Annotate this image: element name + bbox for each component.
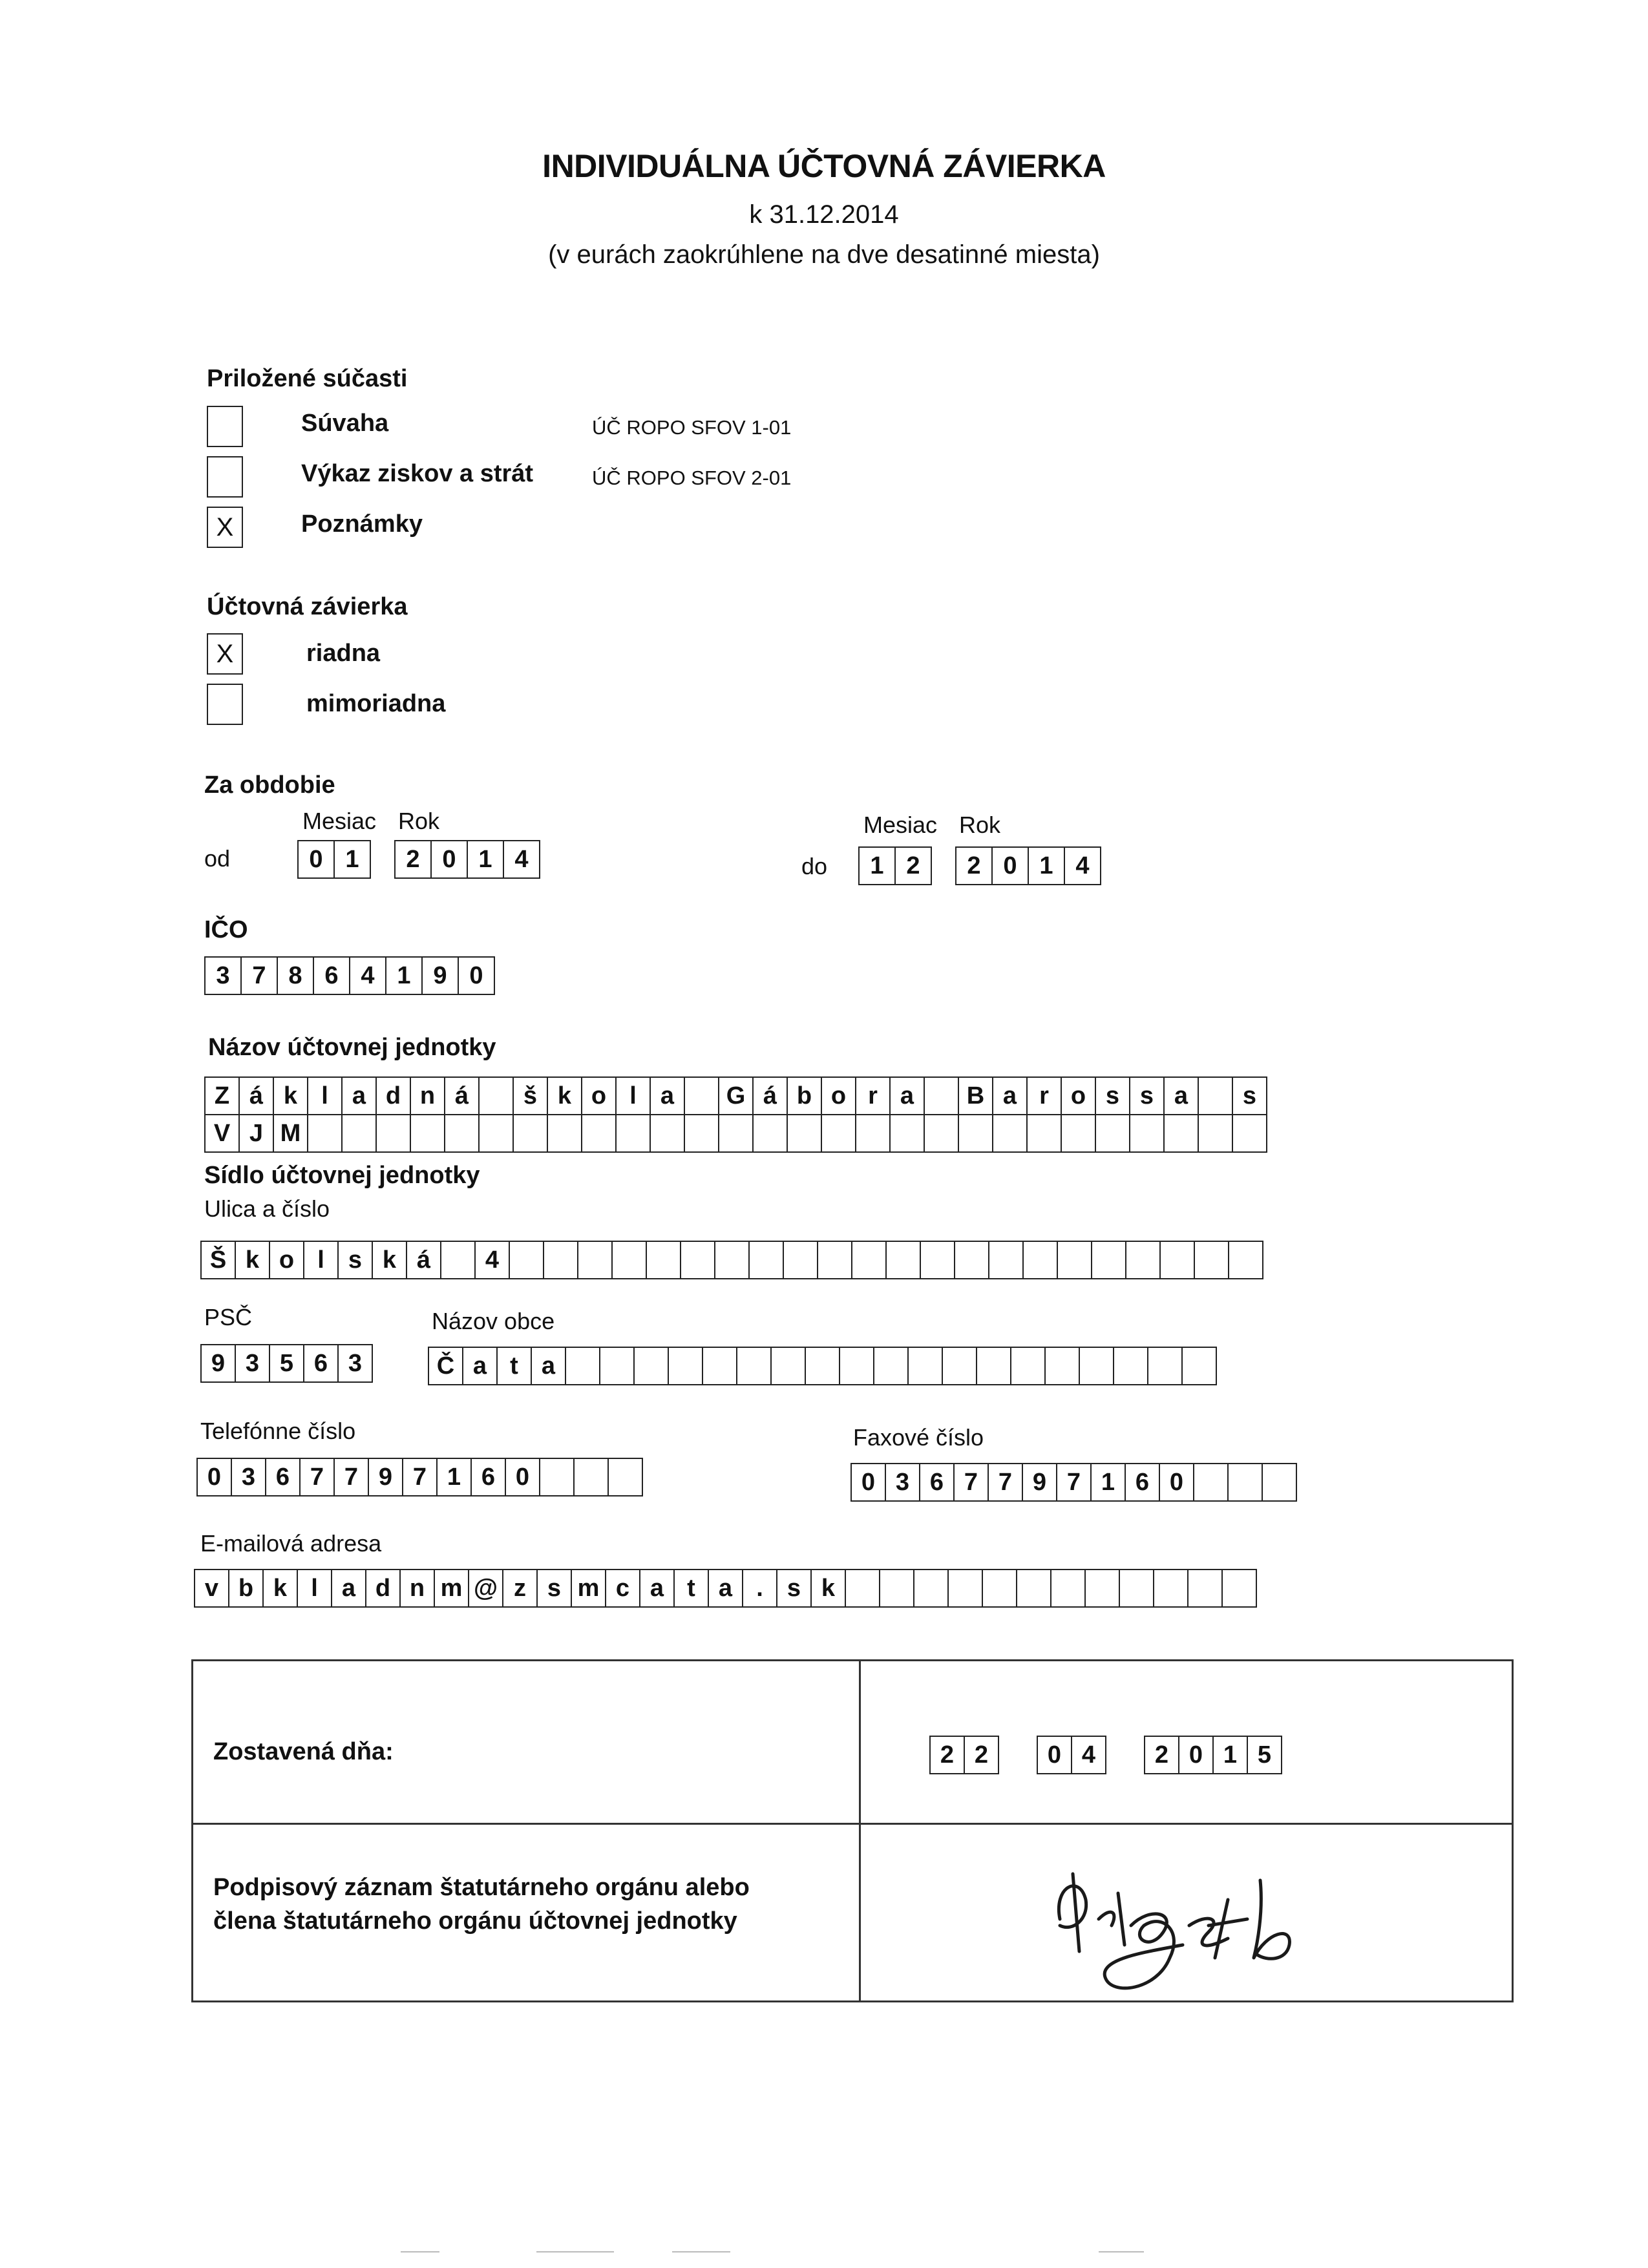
signature-table [191,1659,1514,2002]
char-box: l [307,1076,343,1115]
signature-label-line1: Podpisový záznam štatutárneho orgánu alebo [213,1874,750,1901]
char-box [851,1241,887,1279]
char-box [650,1114,685,1153]
email-boxes[interactable] [194,1569,1256,1608]
char-box [1125,1241,1161,1279]
char-box: á [444,1076,480,1115]
ico-boxes[interactable] [204,956,494,995]
char-box [958,1114,993,1153]
char-box [839,1347,874,1385]
scan-artifact [536,2251,614,2252]
char-box: k [547,1076,582,1115]
char-box: n [399,1569,435,1608]
char-box [805,1347,840,1385]
char-box [1079,1347,1114,1385]
char-box [684,1076,719,1115]
char-box [1044,1347,1080,1385]
checkbox-vykaz[interactable] [207,456,243,498]
checkbox-riadna[interactable]: X [207,633,243,675]
char-box [714,1241,750,1279]
char-box [1084,1569,1120,1608]
char-box: 0 [1159,1463,1194,1502]
char-box: 2 [955,846,993,885]
char-box: k [235,1241,270,1279]
entity-name-row2[interactable] [204,1114,1266,1153]
char-box [718,1114,754,1153]
char-box: o [1061,1076,1096,1115]
char-box: a [708,1569,743,1608]
char-box: J [238,1114,274,1153]
char-box: 7 [1056,1463,1092,1502]
char-box: 5 [1247,1736,1282,1774]
char-box [539,1458,575,1496]
street-boxes[interactable] [200,1241,1262,1279]
char-box: a [992,1076,1028,1115]
char-box [615,1114,651,1153]
char-box: Š [200,1241,236,1279]
prepared-label: Zostavená dňa: [213,1738,394,1765]
char-box: b [228,1569,264,1608]
attachments-heading: Priložené súčasti [207,365,408,392]
char-box [1198,1114,1233,1153]
char-box: 6 [1125,1463,1160,1502]
to-month-label: Mesiac [863,812,938,838]
from-month-label: Mesiac [302,808,377,834]
char-box: á [752,1076,788,1115]
char-box [375,1114,411,1153]
phone-label: Telefónne číslo [200,1418,356,1444]
char-box: 7 [988,1463,1023,1502]
scan-artifact [672,2251,730,2252]
char-box: M [273,1114,308,1153]
char-box: 4 [349,956,386,995]
char-box [684,1114,719,1153]
char-box [565,1347,600,1385]
char-box: 8 [277,956,314,995]
checkbox-suvaha[interactable] [207,406,243,447]
scan-artifact [1099,2251,1144,2252]
checkbox-poznamky[interactable]: X [207,507,243,548]
char-box [702,1347,737,1385]
char-box [924,1114,959,1153]
char-box [855,1114,891,1153]
char-box: k [372,1241,407,1279]
street-label: Ulica a číslo [204,1195,330,1222]
period-heading: Za obdobie [204,772,335,799]
char-box: m [571,1569,606,1608]
char-box: 6 [313,956,350,995]
char-box: 9 [200,1344,236,1383]
char-box: 6 [470,1458,506,1496]
char-box [668,1347,703,1385]
ico-heading: IČO [204,916,248,943]
char-box [988,1241,1024,1279]
char-box: a [331,1569,366,1608]
char-box [573,1458,609,1496]
fax-label: Faxové číslo [853,1424,984,1451]
char-box: d [375,1076,411,1115]
char-box: 1 [858,846,896,885]
char-box: 7 [240,956,278,995]
char-box: 1 [333,840,371,879]
char-box [920,1241,955,1279]
char-box: 0 [458,956,495,995]
char-box [680,1241,715,1279]
char-box: t [496,1347,532,1385]
char-box [512,1114,548,1153]
char-box [1113,1347,1148,1385]
char-box: a [531,1347,566,1385]
char-box: o [581,1076,617,1115]
char-box: 0 [1037,1736,1072,1774]
char-box: 1 [385,956,423,995]
char-box [924,1076,959,1115]
char-box [1010,1347,1046,1385]
char-box: 6 [303,1344,339,1383]
label-vykaz: Výkaz ziskov a strát [301,460,534,487]
char-box [942,1347,977,1385]
char-box [547,1114,582,1153]
char-box: á [238,1076,274,1115]
char-box: 3 [337,1344,373,1383]
document-title: INDIVIDUÁLNA ÚČTOVNÁ ZÁVIERKA [542,148,1106,184]
to-label: do [801,853,828,879]
char-box [646,1241,681,1279]
char-box [1026,1114,1062,1153]
char-box: Z [204,1076,240,1115]
char-box: . [742,1569,777,1608]
char-box [907,1347,943,1385]
char-box [607,1458,643,1496]
char-box [1221,1569,1257,1608]
label-suvaha: Súvaha [301,410,389,437]
char-box: 3 [235,1344,270,1383]
prepared-day-boxes[interactable] [929,1736,998,1774]
char-box [736,1347,772,1385]
char-box: 9 [421,956,459,995]
char-box [913,1569,949,1608]
char-box: s [776,1569,812,1608]
address-heading: Sídlo účtovnej jednotky [204,1162,480,1189]
document-date: k 31.12.2014 [749,200,899,229]
char-box [478,1076,514,1115]
char-box [752,1114,788,1153]
char-box: 2 [929,1736,965,1774]
closing-type-heading: Účtovná závierka [207,593,408,620]
char-box [947,1569,983,1608]
char-box: 9 [368,1458,403,1496]
char-box: a [341,1076,377,1115]
char-box: k [810,1569,846,1608]
char-box [982,1569,1017,1608]
char-box [1119,1569,1154,1608]
char-box [1153,1569,1188,1608]
char-box [1187,1569,1223,1608]
char-box: 3 [204,956,242,995]
char-box: 1 [1212,1736,1248,1774]
char-box: 1 [467,840,504,879]
prepared-month-boxes[interactable] [1037,1736,1105,1774]
char-box: 0 [297,840,335,879]
char-box [821,1114,856,1153]
char-box: r [855,1076,891,1115]
char-box: 3 [231,1458,266,1496]
handwritten-signature [1034,1848,1305,2010]
char-box [1262,1463,1297,1502]
label-poznamky: Poznámky [301,510,423,538]
char-box [1163,1114,1199,1153]
char-box [1227,1463,1263,1502]
char-box: l [297,1569,332,1608]
char-box: 1 [1028,846,1065,885]
char-box: 4 [474,1241,510,1279]
char-box [543,1241,578,1279]
char-box [954,1241,989,1279]
char-box: š [512,1076,548,1115]
char-box [1129,1114,1165,1153]
char-box [885,1241,921,1279]
char-box: s [337,1241,373,1279]
char-box [341,1114,377,1153]
char-box: 2 [1144,1736,1179,1774]
from-label: od [204,845,231,872]
prepared-year-boxes[interactable] [1144,1736,1281,1774]
char-box [611,1241,647,1279]
char-box: s [1095,1076,1130,1115]
to-year-boxes[interactable] [955,846,1100,885]
char-box: 0 [850,1463,886,1502]
char-box: a [650,1076,685,1115]
char-box [577,1241,613,1279]
char-box: B [958,1076,993,1115]
char-box: k [273,1076,308,1115]
char-box: o [269,1241,304,1279]
char-box: c [605,1569,640,1608]
char-box [509,1241,544,1279]
char-box [817,1241,852,1279]
char-box [307,1114,343,1153]
char-box [1228,1241,1263,1279]
psc-boxes[interactable] [200,1344,372,1383]
char-box: 4 [503,840,540,879]
char-box: 0 [1178,1736,1214,1774]
char-box: 4 [1071,1736,1106,1774]
char-box: @ [468,1569,503,1608]
char-box: m [434,1569,469,1608]
char-box: 7 [402,1458,438,1496]
char-box [1147,1347,1183,1385]
signature-label-line2: člena štatutárneho orgánu účtovnej jednotky [213,1907,737,1935]
char-box [748,1241,784,1279]
char-box: r [1026,1076,1062,1115]
char-box: 3 [885,1463,920,1502]
char-box: 2 [394,840,432,879]
char-box: 0 [505,1458,540,1496]
char-box: V [204,1114,240,1153]
code-suvaha: ÚČ ROPO SFOV 1-01 [592,416,792,439]
char-box [1193,1463,1229,1502]
char-box [1057,1241,1092,1279]
char-box [1050,1569,1086,1608]
char-box: k [262,1569,298,1608]
char-box [444,1114,480,1153]
label-mimoriadna: mimoriadna [306,690,446,717]
char-box: 6 [919,1463,955,1502]
psc-label: PSČ [204,1304,253,1330]
char-box [1194,1241,1229,1279]
from-month-boxes[interactable] [297,840,370,879]
char-box: 2 [964,1736,999,1774]
char-box [1159,1241,1195,1279]
char-box: v [194,1569,229,1608]
char-box: a [1163,1076,1199,1115]
char-box [599,1347,635,1385]
char-box [787,1114,822,1153]
char-box: d [365,1569,401,1608]
char-box [1091,1241,1126,1279]
char-box: s [536,1569,572,1608]
to-month-boxes[interactable] [858,846,931,885]
char-box: l [615,1076,651,1115]
char-box: 9 [1022,1463,1057,1502]
char-box [976,1347,1011,1385]
char-box: s [1129,1076,1165,1115]
from-year-label: Rok [398,808,440,834]
char-box: a [639,1569,675,1608]
fax-boxes[interactable] [850,1463,1296,1502]
char-box [1198,1076,1233,1115]
char-box: 2 [894,846,932,885]
char-box: 7 [953,1463,989,1502]
char-box: 1 [436,1458,472,1496]
phone-boxes[interactable] [196,1458,642,1496]
char-box [1016,1569,1051,1608]
char-box [889,1114,925,1153]
char-box: o [821,1076,856,1115]
checkbox-mimoriadna[interactable] [207,684,243,725]
char-box [770,1347,806,1385]
entity-name-heading: Názov účtovnej jednotky [208,1034,496,1061]
char-box [1095,1114,1130,1153]
char-box: 7 [333,1458,369,1496]
code-vykaz: ÚČ ROPO SFOV 2-01 [592,467,792,489]
char-box: Č [428,1347,463,1385]
char-box: á [406,1241,441,1279]
document-units: (v eurách zaokrúhlene na dve desatinné miesta) [548,240,1100,269]
char-box: l [303,1241,339,1279]
char-box [873,1347,909,1385]
char-box: a [462,1347,498,1385]
char-box: G [718,1076,754,1115]
char-box: 7 [299,1458,335,1496]
char-box: 0 [430,840,468,879]
table-divider [193,1823,1512,1825]
char-box [1022,1241,1058,1279]
char-box: n [410,1076,445,1115]
scan-artifact [401,2251,439,2252]
char-box [845,1569,880,1608]
char-box: s [1232,1076,1267,1115]
char-box: a [889,1076,925,1115]
from-year-boxes[interactable] [394,840,539,879]
char-box: 0 [991,846,1029,885]
city-label: Názov obce [432,1308,555,1334]
char-box [410,1114,445,1153]
char-box: 0 [196,1458,232,1496]
char-box: 5 [269,1344,304,1383]
char-box [478,1114,514,1153]
city-boxes[interactable] [428,1347,1216,1385]
char-box: 6 [265,1458,301,1496]
char-box [879,1569,914,1608]
char-box [581,1114,617,1153]
char-box [440,1241,476,1279]
label-riadna: riadna [306,640,381,667]
char-box: 1 [1090,1463,1126,1502]
char-box [1061,1114,1096,1153]
char-box [992,1114,1028,1153]
char-box [1232,1114,1267,1153]
to-year-label: Rok [959,812,1001,838]
entity-name-row1[interactable] [204,1076,1266,1115]
table-divider [859,1661,861,2000]
char-box [783,1241,818,1279]
char-box: 4 [1064,846,1101,885]
char-box: t [673,1569,709,1608]
char-box: z [502,1569,538,1608]
char-box [1181,1347,1217,1385]
char-box: b [787,1076,822,1115]
char-box [633,1347,669,1385]
email-label: E-mailová adresa [200,1530,382,1557]
